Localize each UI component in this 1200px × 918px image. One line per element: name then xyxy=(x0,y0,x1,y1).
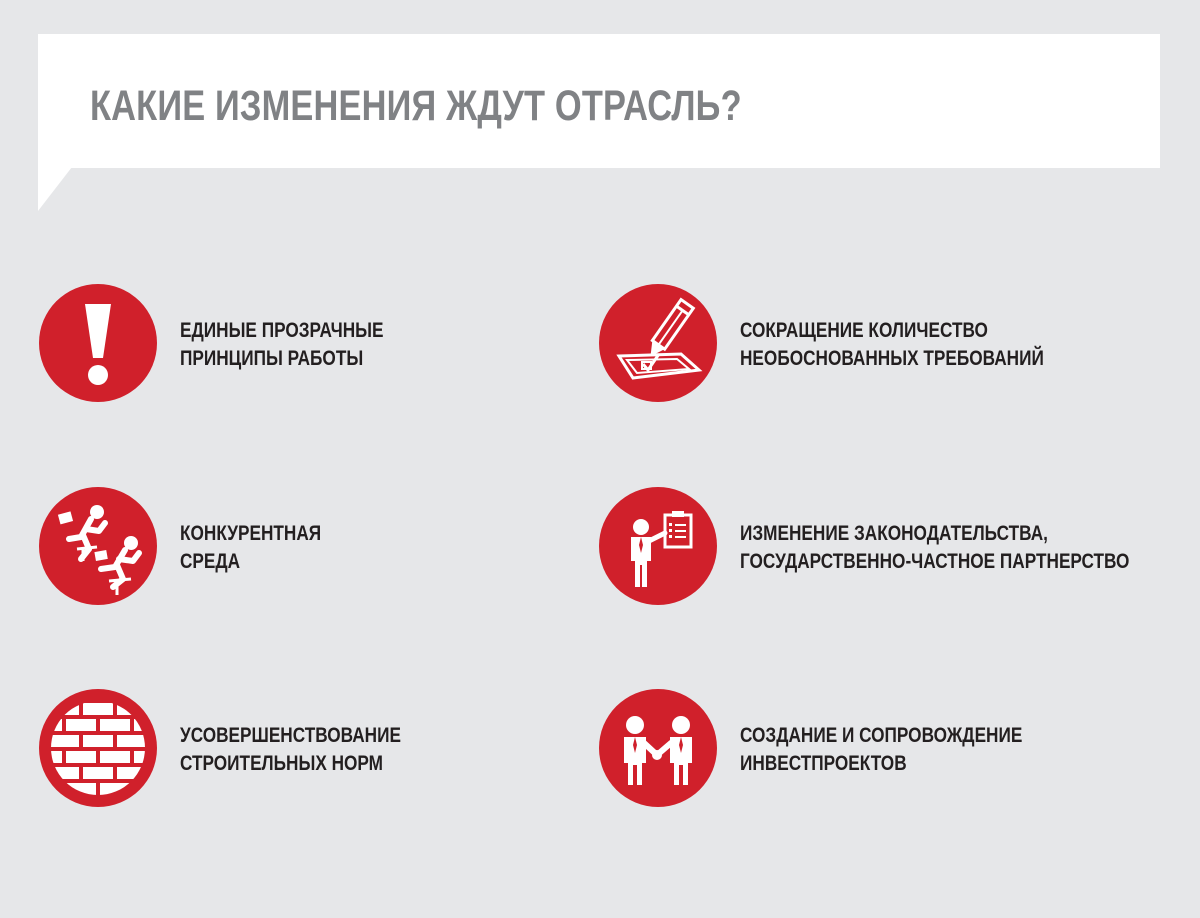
item-label-line: НЕОБОСНОВАННЫХ ТРЕБОВАНИЙ xyxy=(740,347,1044,370)
handshake-people-icon xyxy=(599,689,717,807)
item-label-line: СРЕДА xyxy=(180,550,241,573)
item-legislation-ppp xyxy=(599,487,1159,607)
presenter-clipboard-icon xyxy=(599,487,717,605)
item-label xyxy=(180,317,383,373)
item-label-line: УСОВЕРШЕНСТВОВАНИЕ xyxy=(180,724,401,747)
item-construction-norms xyxy=(39,689,559,809)
pencil-document-icon xyxy=(599,284,717,402)
item-label xyxy=(740,722,1022,778)
item-reduce-requirements xyxy=(599,284,1159,404)
item-label-line: СТРОИТЕЛЬНЫХ НОРМ xyxy=(180,752,384,775)
item-label-line: ГОСУДАРСТВЕННО-ЧАСТНОЕ ПАРТНЕРСТВО xyxy=(740,550,1130,573)
brick-wall-icon xyxy=(39,689,157,807)
item-label-line: КОНКУРЕНТНАЯ xyxy=(180,522,322,545)
item-label-line: ИЗМЕНЕНИЕ ЗАКОНОДАТЕЛЬСТВА, xyxy=(740,522,1048,545)
item-label-line: ИНВЕСТПРОЕКТОВ xyxy=(740,752,907,775)
exclamation-icon xyxy=(39,284,157,402)
item-label-line: ЕДИНЫЕ ПРОЗРАЧНЫЕ xyxy=(180,319,384,342)
page-title: КАКИЕ ИЗМЕНЕНИЯ ЖДУТ ОТРАСЛЬ? xyxy=(90,82,742,130)
item-label-line: СОЗДАНИЕ И СОПРОВОЖДЕНИЕ xyxy=(740,724,1023,747)
item-investment-projects xyxy=(599,689,1159,809)
item-label xyxy=(180,520,321,576)
item-transparent-principles xyxy=(39,284,559,404)
item-label xyxy=(740,520,1129,576)
hurdle-runners-icon xyxy=(39,487,157,605)
item-label-line: СОКРАЩЕНИЕ КОЛИЧЕСТВО xyxy=(740,319,988,342)
item-label xyxy=(180,722,401,778)
banner-tail xyxy=(38,167,72,211)
item-label xyxy=(740,317,1044,373)
item-competitive-environment xyxy=(39,487,559,607)
item-label-line: ПРИНЦИПЫ РАБОТЫ xyxy=(180,347,364,370)
